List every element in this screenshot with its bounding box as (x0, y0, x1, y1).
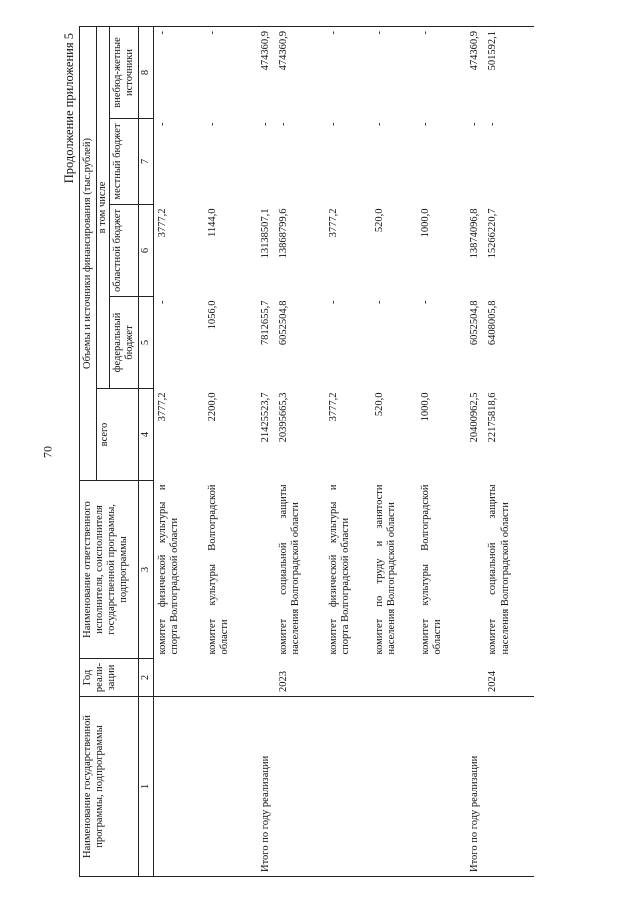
total-label-cell: Итого по году реализации (254, 697, 275, 877)
year-cell: 2024 (487, 671, 499, 692)
program-cell (325, 697, 371, 877)
year-cell (325, 659, 371, 697)
regional-cell: 13874096,8 (469, 208, 481, 259)
page-number: 70 (40, 446, 55, 458)
year-cell (417, 659, 463, 697)
year-cell (463, 659, 484, 697)
table-row (204, 26, 254, 876)
local-cell: - (207, 122, 219, 126)
federal-cell: - (374, 300, 386, 304)
column-index: 4 (139, 389, 154, 481)
local-cell: - (374, 122, 386, 126)
column-index-row (139, 26, 154, 876)
federal-cell: - (420, 300, 432, 304)
local-cell: - (260, 122, 272, 126)
column-index: 1 (139, 697, 154, 877)
executor-cell: комитет по труду и занятости населения Волгоградской области (374, 484, 398, 655)
table-row (371, 26, 417, 876)
executor-cell (254, 481, 275, 659)
executor-cell: комитет социальной защиты населения Волгоградской области (487, 484, 511, 655)
total-cell: 20400962,5 (469, 392, 481, 443)
federal-cell: 6052504,8 (469, 300, 481, 346)
federal-cell: 1056,0 (207, 300, 219, 330)
local-cell: - (487, 122, 499, 126)
regional-cell: 15266220,7 (487, 208, 499, 259)
total-cell: 1000,0 (420, 392, 432, 422)
table-row (275, 26, 325, 876)
regional-cell: 3777,2 (157, 208, 169, 238)
table-row-total (463, 26, 484, 876)
federal-cell: 6052504,8 (278, 300, 290, 346)
year-cell: 2023 (278, 671, 290, 692)
extra-cell: 474360,9 (254, 26, 275, 118)
regional-cell: 520,0 (374, 208, 386, 233)
local-cell: - (328, 122, 340, 126)
extra-cell: - (371, 26, 417, 118)
program-cell (154, 697, 205, 877)
year-cell (371, 659, 417, 697)
total-cell: 22175818,6 (487, 392, 499, 443)
appendix-caption: Продолжение приложения 5 (62, 33, 76, 184)
table-row (417, 26, 463, 876)
local-cell: - (157, 122, 169, 126)
extra-cell: - (325, 26, 371, 118)
financing-table (79, 26, 534, 877)
header-including: в том числе (97, 26, 110, 388)
total-cell: 2200,0 (207, 392, 219, 422)
executor-cell: комитет физической культуры и спорта Волгоградской области (328, 484, 352, 655)
local-cell: - (278, 122, 290, 126)
header-total: всего (97, 389, 139, 481)
program-cell (371, 697, 417, 877)
executor-cell: комитет культуры Волгоградской области (420, 484, 444, 655)
regional-cell: 13868799,6 (278, 208, 290, 259)
regional-cell: 3777,2 (328, 208, 340, 238)
executor-cell: комитет социальной защиты населения Волгоградской области (278, 484, 302, 655)
total-cell: 20395665,3 (278, 392, 290, 443)
rotated-page-content (59, 27, 581, 877)
header-executor: Наименование ответственного исполнителя, соисполнителя государственной программы, подпрограммы (80, 481, 139, 659)
header-program: Наименование государственной программы, подпрограммы (80, 697, 139, 877)
header-extra: внебюд-жетные источники (110, 26, 139, 118)
column-index: 3 (139, 481, 154, 659)
extra-cell: - (417, 26, 463, 118)
column-index: 5 (139, 297, 154, 389)
extra-cell: 474360,9 (463, 26, 484, 118)
local-cell: - (469, 122, 481, 126)
total-cell: 520,0 (374, 392, 386, 417)
regional-cell: 1000,0 (420, 208, 432, 238)
header-federal: федеральный бюджет (110, 297, 139, 389)
header-volumes: Объемы и источники финансирования (тыс.рублей) (80, 26, 97, 480)
total-cell: 21425523,7 (260, 392, 272, 443)
program-cell (417, 697, 463, 877)
extra-cell: 501592,1 (484, 26, 534, 118)
table-row (154, 26, 205, 876)
local-cell: - (420, 122, 432, 126)
executor-cell: комитет культуры Волгоградской области (207, 484, 231, 655)
extra-cell: - (154, 26, 205, 118)
federal-cell: - (328, 300, 340, 304)
regional-cell: 13138507,1 (260, 208, 272, 259)
total-label-cell: Итого по году реализации (463, 697, 484, 877)
column-index: 7 (139, 119, 154, 205)
year-cell (204, 659, 254, 697)
total-cell: 3777,2 (328, 392, 340, 422)
federal-cell: - (157, 300, 169, 304)
extra-cell: 474360,9 (275, 26, 325, 118)
header-local: местный бюджет (110, 119, 139, 205)
program-cell (275, 697, 325, 877)
executor-cell (463, 481, 484, 659)
table-row (484, 26, 534, 876)
header-year: Год реали-зации (80, 659, 139, 697)
column-index: 6 (139, 205, 154, 297)
federal-cell: 7812655,7 (260, 300, 272, 346)
program-cell (204, 697, 254, 877)
total-cell: 3777,2 (157, 392, 169, 422)
program-cell (484, 697, 534, 877)
federal-cell: 6408005,8 (487, 300, 499, 346)
table-row (325, 26, 371, 876)
year-cell (254, 659, 275, 697)
header-regional: областной бюджет (110, 205, 139, 297)
column-index: 8 (139, 26, 154, 118)
column-index: 2 (139, 659, 154, 697)
regional-cell: 1144,0 (207, 208, 219, 237)
executor-cell: комитет физической культуры и спорта Волгоградской области (157, 484, 181, 655)
year-cell (154, 659, 205, 697)
extra-cell: - (204, 26, 254, 118)
table-row-total (254, 26, 275, 876)
